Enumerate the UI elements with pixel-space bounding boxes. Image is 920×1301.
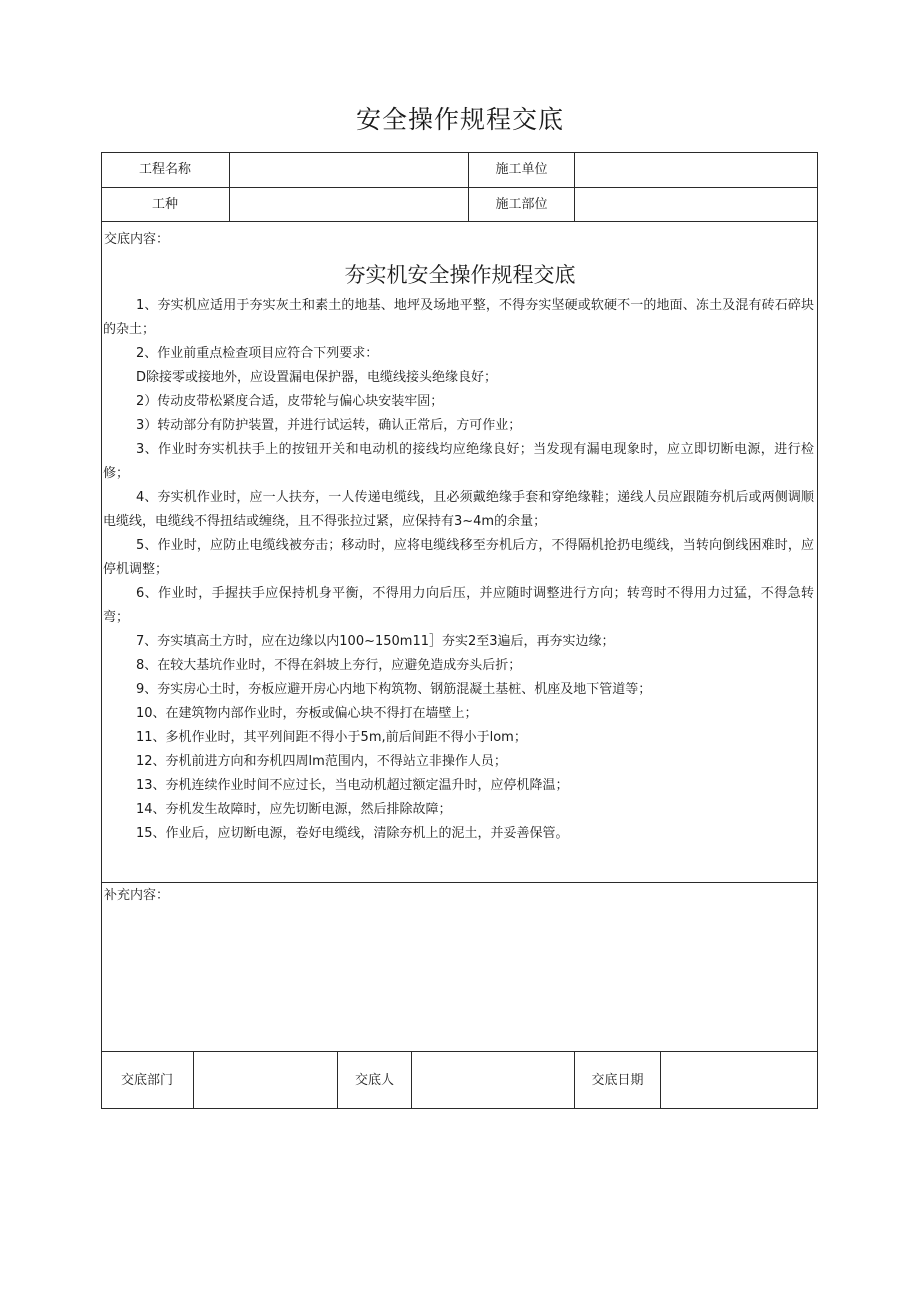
list-item: 8、在较大基坑作业时，不得在斜坡上夯行，应避免造成夯头后折； <box>136 658 522 673</box>
project-name-label: 工程名称 <box>138 162 191 177</box>
document-title: 安全操作规程交底 <box>355 105 564 134</box>
list-item: 12、夯机前进方向和夯机四周lm范围内，不得站立非操作人员； <box>136 754 507 769</box>
department-label: 交底部门 <box>120 1073 173 1088</box>
list-item: 3）转动部分有防护装置，并进行试运转，确认正常后，方可作业； <box>136 418 522 433</box>
list-item: 7、夯实填高土方时，应在边缘以内100~150m11］夯实2至3遍后，再夯实边缘； <box>136 634 615 649</box>
list-item: 14、夯机发生故障时，应先切断电源，然后排除故障； <box>136 802 452 817</box>
content-item-list <box>103 294 814 846</box>
list-item: 11、多机作业时，其平列间距不得小于5m,前后间距不得小于lom； <box>136 730 527 745</box>
work-type-field[interactable] <box>230 188 468 222</box>
list-item: 9、夯实房心土时，夯板应避开房心内地下构筑物、钢筋混凝土基桩、机座及地下管道等； <box>136 682 652 697</box>
supplement-field[interactable] <box>104 904 814 1044</box>
list-item: 2、作业前重点检查项目应符合下列要求： <box>136 346 379 361</box>
list-item: 1、夯实机应适用于夯实灰土和素土的地基、地坪及场地平整，不得夯实坚硬或软硬不一的地面、冻土及混有砖石碎块的杂土； <box>103 298 814 337</box>
date-field[interactable] <box>661 1052 817 1110</box>
list-item: 2）传动皮带松紧度合适，皮带轮与偏心块安装牢固； <box>136 394 444 409</box>
construction-unit-label: 施工单位 <box>495 162 548 177</box>
person-label: 交底人 <box>354 1073 394 1088</box>
row-divider <box>101 882 818 883</box>
list-item: 4、夯实机作业时，应一人扶夯，一人传递电缆线，且必须戴绝缘手套和穿绝缘鞋；递线人员应跟随夯机后或两侧调顺电缆线，电缆线不得扭结或缠绕，且不得张拉过紧，应保持有3~4m的余量； <box>103 490 814 529</box>
list-item: 5、作业时，应防止电缆线被夯击；移动时，应将电缆线移至夯机后方，不得隔机抢扔电缆线，当转向倒线困难时，应停机调整； <box>103 538 814 577</box>
project-name-field[interactable] <box>230 153 468 187</box>
content-label: 交底内容： <box>104 232 170 247</box>
person-field[interactable] <box>412 1052 574 1110</box>
list-item: D除接零或接地外，应设置漏电保护器，电缆线接头绝缘良好； <box>136 370 498 385</box>
list-item: 3、作业时夯实机扶手上的按钮开关和电动机的接线均应绝缘良好；当发现有漏电现象时，应立即切断电源，进行检修； <box>103 442 814 481</box>
construction-part-field[interactable] <box>575 188 817 222</box>
list-item: 13、夯机连续作业时间不应过长，当电动机超过额定温升时，应停机降温； <box>136 778 569 793</box>
list-item: 6、作业时，手握扶手应保持机身平衡，不得用力向后压，并应随时调整进行方向；转弯时不得用力过猛，不得急转弯； <box>103 586 814 625</box>
list-item: 15、作业后，应切断电源，卷好电缆线，清除夯机上的泥土，并妥善保管。 <box>136 826 569 841</box>
department-field[interactable] <box>194 1052 337 1110</box>
content-heading: 夯实机安全操作规程交底 <box>344 263 576 287</box>
supplement-label: 补充内容： <box>104 888 170 903</box>
construction-part-label: 施工部位 <box>495 197 548 212</box>
construction-unit-field[interactable] <box>575 153 817 187</box>
list-item: 10、在建筑物内部作业时，夯板或偏心块不得打在墙壁上； <box>136 706 478 721</box>
work-type-label: 工种 <box>151 197 178 212</box>
date-label: 交底日期 <box>591 1073 644 1088</box>
